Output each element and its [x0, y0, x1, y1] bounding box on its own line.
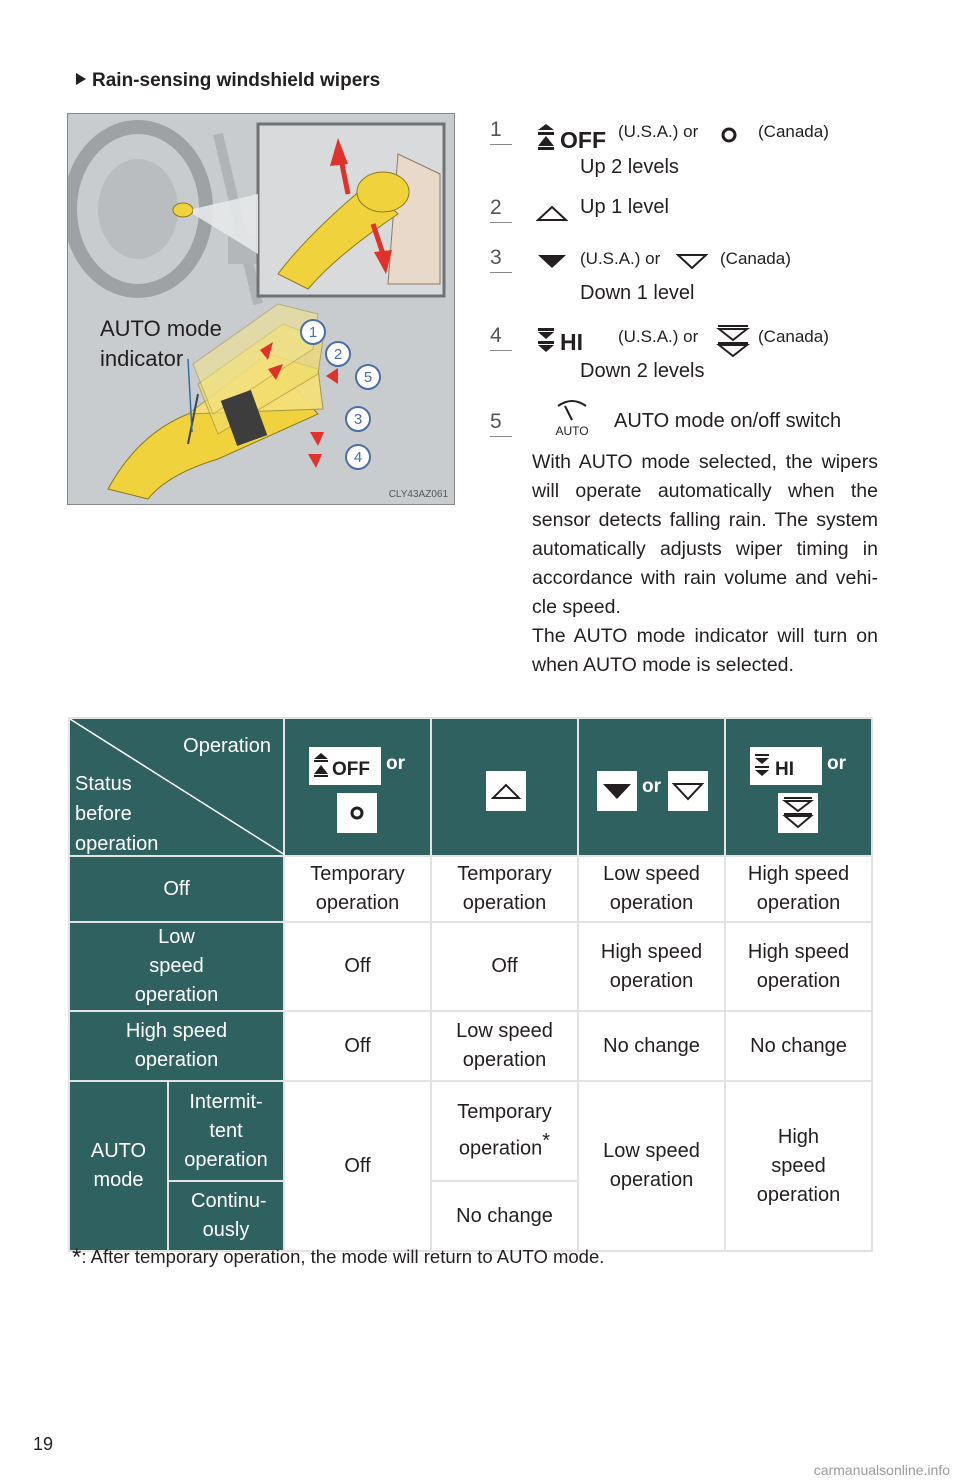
- svg-text:HI: HI: [775, 759, 794, 780]
- item-number: 5: [490, 410, 502, 433]
- table-cell: Off: [284, 922, 431, 1011]
- down-two-outline-icon: [716, 324, 750, 358]
- callout-text-3: 3: [353, 411, 363, 428]
- table-cell: Off: [284, 1011, 431, 1081]
- item-5-desc: AUTO mode on/off switch: [614, 410, 842, 432]
- down-solid-icon: [597, 771, 637, 811]
- row-header-off: Off: [69, 856, 284, 922]
- down-two-outline-icon: [778, 793, 818, 833]
- footnote-mark: *: [542, 1130, 551, 1153]
- header-up-two-levels: [284, 718, 431, 856]
- svg-text:AUTO: AUTO: [555, 424, 589, 438]
- table-cell: High speed operation: [578, 922, 725, 1011]
- item-3-usa: (U.S.A.) or: [580, 249, 661, 268]
- item-number: 4: [490, 324, 502, 347]
- item-1-usa: (U.S.A.) or: [618, 122, 699, 141]
- table-cell: Low speed operation: [578, 856, 725, 922]
- table-cell: Off: [284, 1081, 431, 1251]
- callout-text-4: 4: [353, 449, 363, 466]
- up-one-level-icon: [486, 771, 526, 811]
- item-number: 1: [490, 118, 502, 141]
- row-header-auto-mode: AUTO mode: [69, 1081, 168, 1251]
- header-up-one-level: [431, 718, 578, 856]
- down-outline-icon: [676, 252, 708, 270]
- item-4-canada: (Canada): [758, 327, 829, 346]
- hi-icon: [534, 326, 594, 354]
- table-header-row: [69, 718, 872, 856]
- bullet-arrow-icon: [76, 73, 86, 85]
- table-row: [69, 856, 872, 922]
- illustration-code: CLY43AZ061: [388, 489, 448, 500]
- table-cell: Low speed operation: [431, 1011, 578, 1081]
- row-header-high-speed: High speed operation: [69, 1011, 284, 1081]
- down-solid-icon: [536, 252, 568, 270]
- table-cell: High speed operation: [725, 856, 872, 922]
- or-label: or: [386, 753, 405, 774]
- off-icon-box: [309, 747, 381, 785]
- callout-text-1: 1: [308, 324, 318, 341]
- status-before-operation-label: Status before operation: [75, 773, 159, 855]
- item-4-usa: (U.S.A.) or: [618, 327, 699, 346]
- auto-mode-indicator-label: AUTO mode indicator: [100, 316, 222, 371]
- o-icon: [720, 126, 738, 144]
- row-subheader-intermittent: Intermit-tent operation: [168, 1081, 284, 1181]
- or-label: or: [827, 753, 846, 774]
- up-one-level-icon: [536, 204, 568, 222]
- table-row: [69, 1011, 872, 1081]
- wiper-lever-illustration: [67, 113, 455, 505]
- item-3-canada: (Canada): [720, 249, 791, 268]
- table-corner-header: [69, 718, 284, 856]
- header-down-two-levels: [725, 718, 872, 856]
- row-subheader-continuously: Continu-ously: [168, 1181, 284, 1251]
- item-2-desc: Up 1 level: [580, 196, 669, 218]
- table-cell: High speed operation: [725, 922, 872, 1011]
- table-cell: Temporary operation*: [431, 1081, 578, 1181]
- o-icon-box: [337, 793, 377, 833]
- wiper-lever-drawing: [68, 114, 454, 504]
- item-1-desc: Up 2 levels: [580, 156, 679, 178]
- item-number: 2: [490, 196, 502, 219]
- footnote: [72, 1244, 604, 1272]
- off-icon: [534, 124, 614, 152]
- callout-text-5: 5: [363, 369, 373, 386]
- watermark: carmanualsonline.info: [813, 1462, 950, 1478]
- auto-mode-description: [532, 448, 878, 680]
- table-cell: Off: [431, 922, 578, 1011]
- hi-icon-box: [750, 747, 822, 785]
- svg-text:HI: HI: [560, 329, 583, 354]
- table-row: [69, 1081, 872, 1181]
- table-row: [69, 922, 872, 1011]
- description-paragraph-2: The AUTO mode indicator will turn on when AUTO mode is selected.: [532, 625, 878, 676]
- table-cell: No change: [725, 1011, 872, 1081]
- table-cell: Temporary operation: [431, 856, 578, 922]
- table-cell: No change: [578, 1011, 725, 1081]
- table-cell: No change: [431, 1181, 578, 1251]
- svg-text:OFF: OFF: [560, 127, 606, 152]
- callout-text-2: 2: [333, 346, 343, 363]
- description-paragraph-1: With AUTO mode selected, the wipers will operate automatically when the sensor detects falling rain. The system automatically adjusts wiper timing in accordance with rain volume and vehi-cle speed.: [532, 451, 878, 618]
- wiper-operation-table: [68, 717, 873, 1252]
- table-cell: High speed operation: [725, 1081, 872, 1251]
- down-outline-icon: [668, 771, 708, 811]
- auto-wiper-icon: [550, 398, 594, 438]
- page-number: 19: [33, 1434, 54, 1454]
- operation-label: Operation: [183, 735, 271, 757]
- item-number: 3: [490, 246, 502, 269]
- table-cell: Temporary operation: [284, 856, 431, 922]
- table-cell: Low speed operation: [578, 1081, 725, 1251]
- item-4-desc: Down 2 levels: [580, 360, 705, 382]
- item-1-canada: (Canada): [758, 122, 829, 141]
- svg-text:OFF: OFF: [332, 759, 370, 780]
- row-header-low-speed: Low speed operation: [69, 922, 284, 1011]
- header-down-one-level: [578, 718, 725, 856]
- footnote-text: : After temporary operation, the mode will return to AUTO mode.: [81, 1246, 605, 1267]
- footnote-star: *: [72, 1244, 82, 1271]
- section-title: Rain-sensing windshield wipers: [76, 70, 380, 92]
- item-3-desc: Down 1 level: [580, 282, 695, 304]
- or-label: or: [642, 776, 661, 797]
